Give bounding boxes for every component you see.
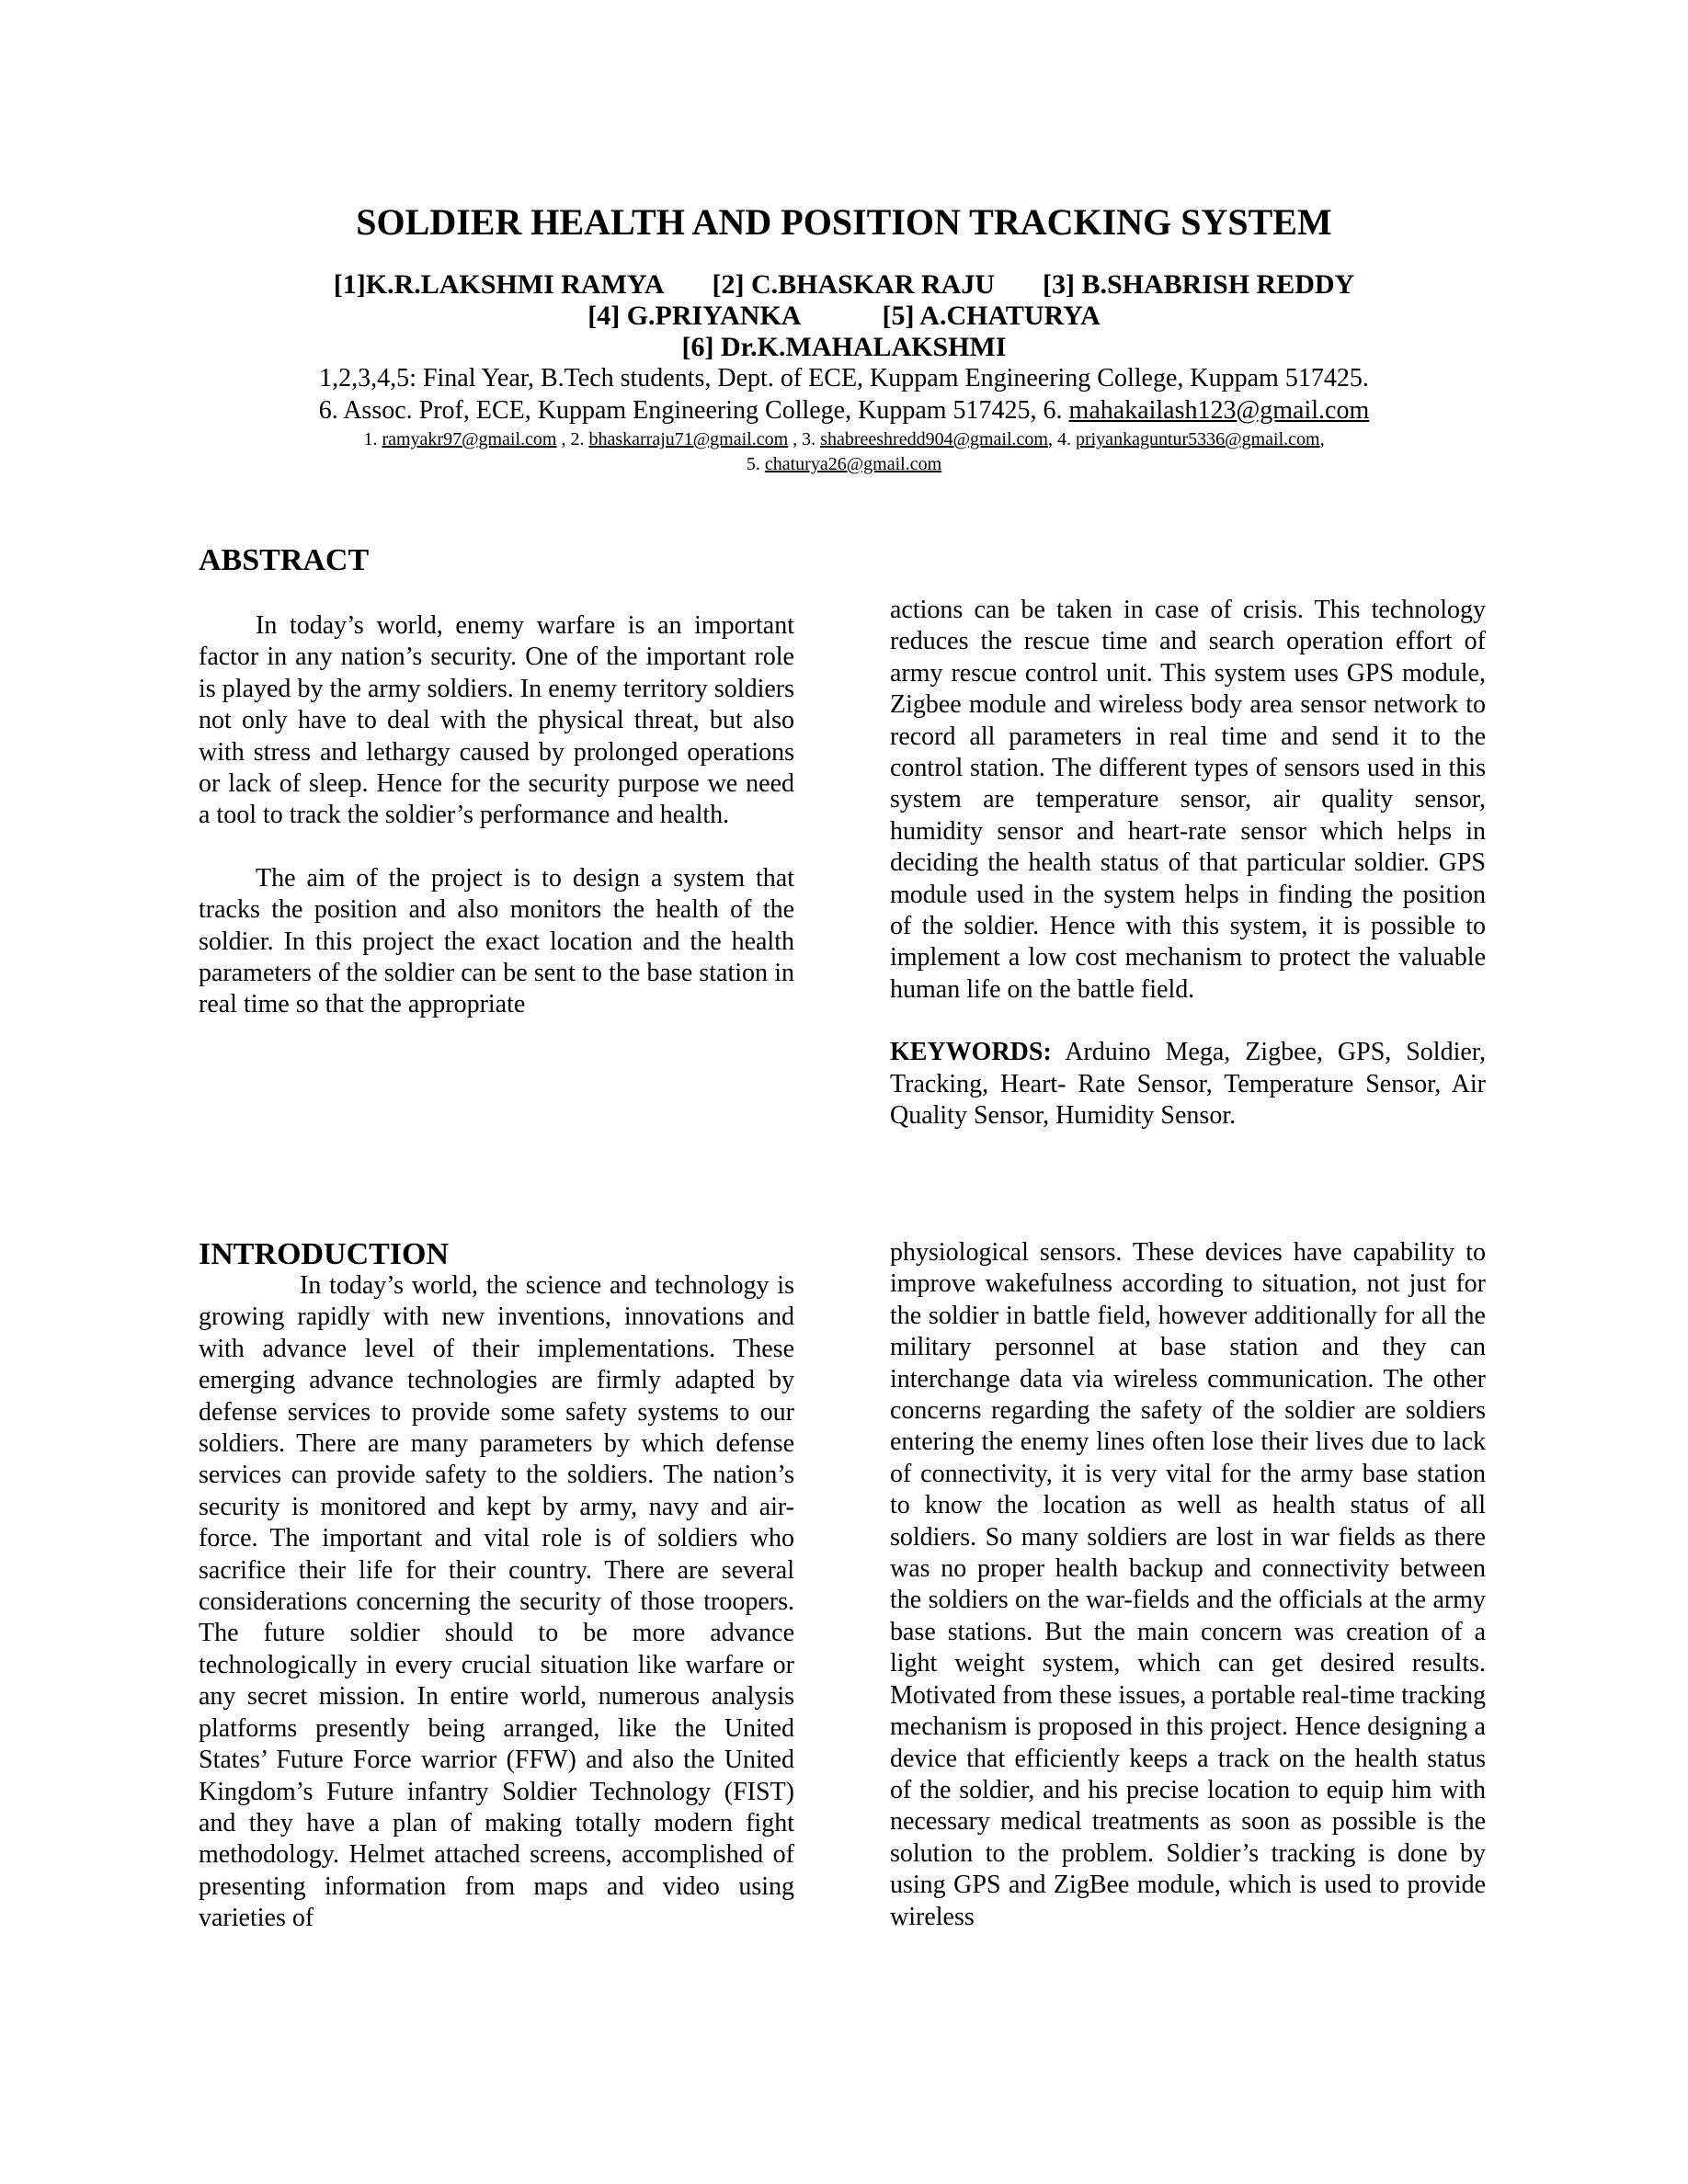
author-name: [4] G.PRIYANKA — [587, 301, 802, 331]
abstract-right-column — [890, 595, 1486, 1132]
email-link[interactable]: shabreeshredd904@gmail.com — [820, 429, 1048, 449]
author-name: [6] Dr.K.MAHALAKSHMI — [681, 332, 1007, 362]
email-prefix: 1. — [363, 429, 382, 449]
keywords-text: Arduino Mega, Zigbee, GPS, Soldier, Tracking, Heart- Rate Sensor, Temperature Sensor, Air Quality Sensor, Humidity Sensor. — [890, 1038, 1486, 1131]
affiliation-line-1: 1,2,3,4,5: Final Year, B.Tech students, Dept. of ECE, Kuppam Engineering College, Kuppam 517425. — [319, 364, 1369, 392]
email-link[interactable]: priyankaguntur5336@gmail.com — [1075, 429, 1320, 449]
keywords-paragraph — [890, 1037, 1486, 1132]
abstract-left-column — [199, 610, 794, 1021]
keywords-label: KEYWORDS: — [890, 1038, 1052, 1067]
abstract-paragraph-2: The aim of the project is to design a system that tracks the position and also monitors the health of the soldier. In this project the exact location and the health parameters of the soldier can be sent to the base station in real time so that the appropriate — [199, 863, 794, 1019]
author-line-3 — [0, 332, 1688, 363]
affiliation-line-2 — [0, 395, 1688, 427]
abstract-paragraph-1: In today’s world, enemy warfare is an important factor in any nation’s security. One of the important role is played by the army soldiers. In enemy territory soldiers not only have to deal with the physical threat, but also with stress and lethargy caused by prolonged operations or lack of sleep. Hence for the security purpose we need a tool to track the soldier’s performance and health. — [199, 611, 794, 830]
abstract-paragraph-3: actions can be taken in case of crisis. This technology reduces the rescue time and search operation effort of army rescue control unit. This system uses GPS module, Zigbee module and wireless body area sensor network to record all parameters in real time and send it to the control station. The different types of sensors used in this system are temperature sensor, air quality sensor, humidity sensor and heart-rate sensor which helps in deciding the health status of that particular soldier. GPS module used in the system helps in finding the position of the soldier. Hence with this system, it is possible to implement a low cost mechanism to protect the valuable human life on the battle field. — [890, 596, 1486, 1004]
email-prefix: , 2. — [556, 429, 589, 449]
author-line-2 — [0, 301, 1688, 332]
author-name: [2] C.BHASKAR RAJU — [712, 269, 995, 300]
author-name: [3] B.SHABRISH REDDY — [1043, 269, 1355, 300]
introduction-paragraph-2: physiological sensors. These devices have capability to improve wakefulness according to situation, not just for the soldier in battle field, however additionally for all the military personnel at base station and they can interchange data via wireless communication. The other concerns regarding the safety of the soldier are soldiers entering the enemy lines often lose their lives due to lack of connectivity, it is very vital for the army base station to know the location as well as health status of all soldiers. So many soldiers are lost in war fields as there was no proper health backup and connectivity between the soldiers on the war-fields and the officials at the army base stations. But the main concern was creation of a light weight system, which can get desired results. Motivated from these issues, a portable real-time tracking mechanism is proposed in this project. Hence designing a device that efficiently keeps a track on the health status of the soldier, and his precise location to equip him with necessary medical treatments as soon as possible is the solution to the problem. Soldier’s tracking is done by using GPS and ZigBee module, which is used to provide wireless — [890, 1238, 1486, 1931]
email-suffix: , — [1319, 429, 1325, 449]
email-prefix: , 4. — [1047, 429, 1076, 449]
abstract-heading: ABSTRACT — [199, 543, 370, 577]
author-line-1 — [0, 269, 1688, 301]
author-name: [5] A.CHATURYA — [882, 301, 1101, 331]
paper-title: SOLDIER HEALTH AND POSITION TRACKING SYSTEM — [356, 201, 1332, 243]
author-name: [1]K.R.LAKSHMI RAMYA — [333, 269, 665, 300]
email-link[interactable]: chaturya26@gmail.com — [764, 454, 942, 474]
email-link[interactable]: bhaskarraju71@gmail.com — [588, 429, 789, 449]
email-prefix: , 3. — [788, 429, 821, 449]
affiliation-text: 6. Assoc. Prof, ECE, Kuppam Engineering College, Kuppam 517425, 6. — [318, 396, 1069, 425]
email-list-line-2 — [0, 452, 1688, 477]
email-link[interactable]: ramyakr97@gmail.com — [382, 429, 557, 449]
email-link[interactable]: mahakailash123@gmail.com — [1068, 396, 1370, 425]
introduction-heading: INTRODUCTION — [199, 1237, 450, 1271]
email-prefix: 5. — [746, 454, 765, 474]
introduction-left-column — [199, 1270, 794, 1935]
introduction-paragraph-1: In today’s world, the science and technology is growing rapidly with new inventions, innovations and with advance level of their implementations. These emerging advance technologies are firmly adapted by defense services to provide some safety systems to our soldiers. There are many parameters by which defense services can provide safety to the soldiers. The nation’s security is monitored and kept by army, navy and air-force. The important and vital role is of soldiers who sacrifice their life for their country. There are several considerations concerning the security of those troopers. The future soldier should to be more advance technologically in every crucial situation like warfare or any secret mission. In entire world, numerous analysis platforms presently being arranged, like the United States’ Future Force warrior (FFW) and also the United Kingdom’s Future infantry Soldier Technology (FIST) and they have a plan of making totally modern fight methodology. Helmet attached screens, accomplished of presenting information from maps and video using varieties of — [199, 1271, 794, 1933]
email-list-line-1 — [0, 427, 1688, 452]
introduction-right-column — [890, 1237, 1486, 1933]
